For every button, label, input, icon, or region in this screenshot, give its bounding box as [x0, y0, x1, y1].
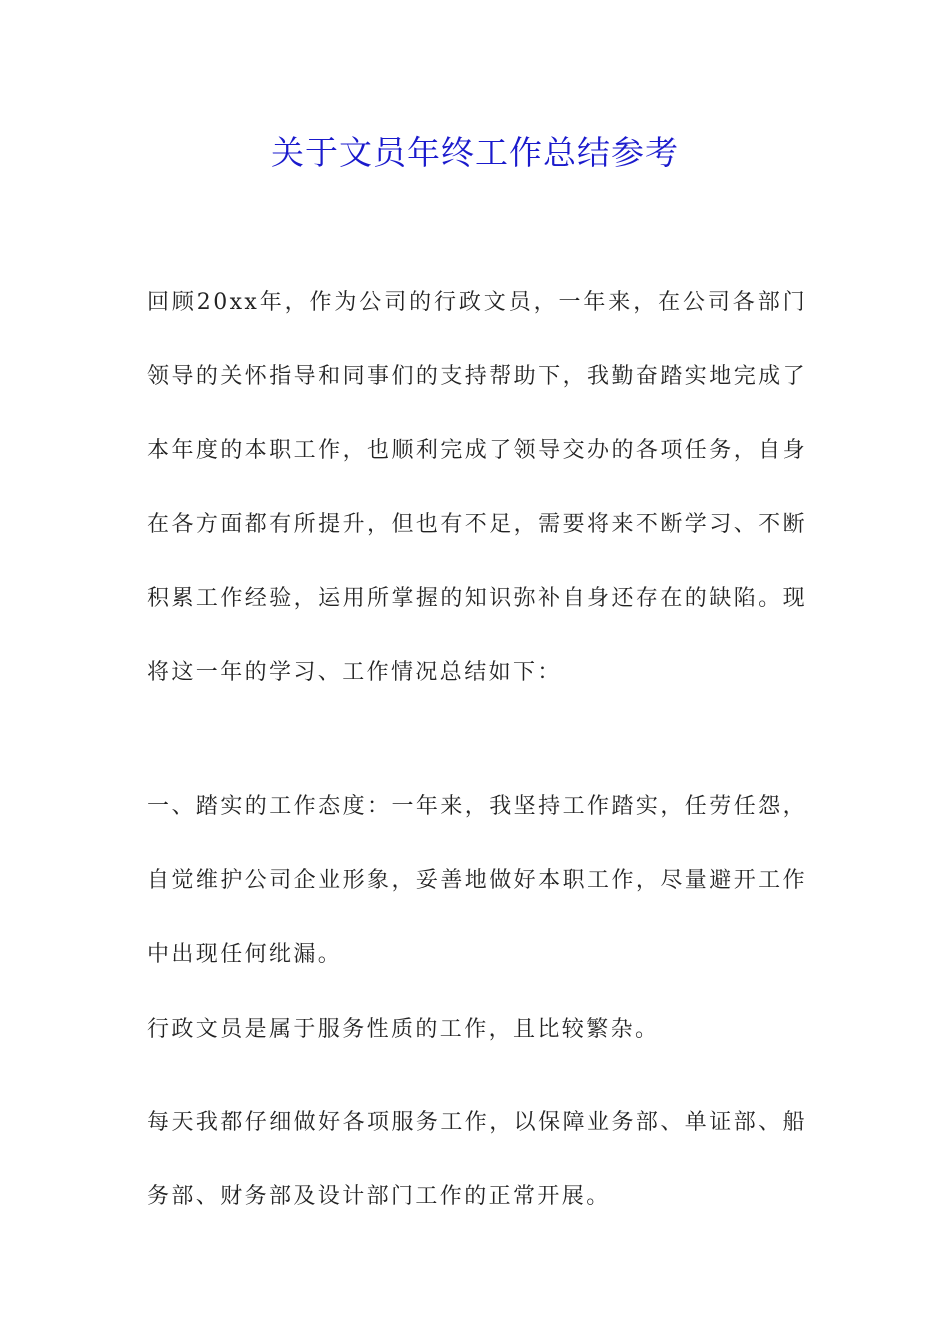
document-title: 关于文员年终工作总结参考: [271, 133, 679, 172]
paragraph-daily-service: 每天我都仔细做好各项服务工作，以保障业务部、单证部、船务部、财务部及设计部门工作的正常开展。: [147, 1110, 807, 1209]
paragraph-service-nature: 行政文员是属于服务性质的工作，且比较繁杂。: [147, 1017, 660, 1042]
paragraph-intro: 回顾20xx年，作为公司的行政文员，一年来，在公司各部门领导的关怀指导和同事们的支持帮助下，我勤奋踏实地完成了本年度的本职工作，也顺利完成了领导交办的各项任务，自身在各方面都有所提升，但也有不足，需要将来不断学习、不断积累工作经验，运用所掌握的知识弥补自身还存在的缺陷。现将这一年的学习、工作情况总结如下：: [147, 290, 807, 685]
paragraph-work-attitude: 一、踏实的工作态度：一年来，我坚持工作踏实，任劳任怨，自觉维护公司企业形象，妥善地做好本职工作，尽量避开工作中出现任何纰漏。: [147, 794, 807, 967]
